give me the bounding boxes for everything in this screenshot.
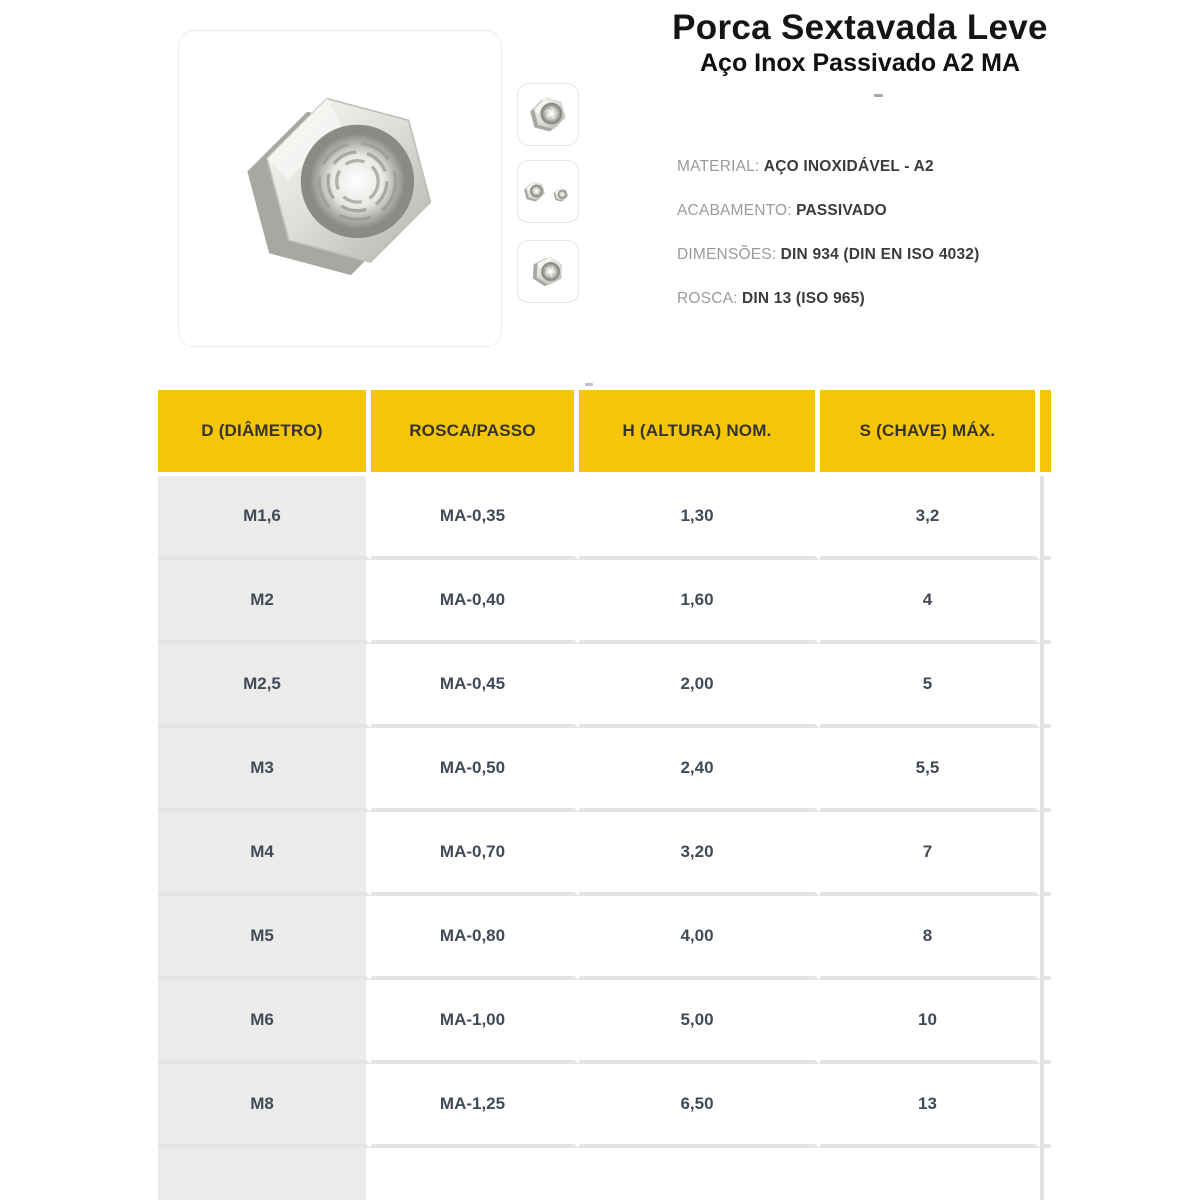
cutoff-column-cell: [1040, 980, 1051, 1064]
stray-mark: [874, 94, 883, 97]
detail-label: ACABAMENTO:: [677, 202, 792, 219]
cell-diameter: M3: [158, 728, 371, 812]
table-row: [158, 728, 1051, 812]
table-cell: MA-0,50: [371, 728, 579, 812]
detail-value: PASSIVADO: [796, 202, 887, 219]
table-cell: 4,00: [579, 896, 820, 980]
table-cell: 5,5: [820, 728, 1040, 812]
cutoff-column-cell: [1040, 728, 1051, 812]
table-row: [158, 644, 1051, 728]
cutoff-column-cell: [1040, 896, 1051, 980]
table-cell: 2,00: [579, 644, 820, 728]
table-row: [158, 980, 1051, 1064]
detail-finish: [677, 202, 979, 220]
page-title: Porca Sextavada Leve: [672, 8, 1048, 47]
table-cell: 1,60: [579, 560, 820, 644]
column-header-cutoff: [1040, 390, 1051, 476]
cutoff-column-cell: [1040, 644, 1051, 728]
table-row: [158, 476, 1051, 560]
table-cell: MA-0,40: [371, 560, 579, 644]
detail-label: DIMENSÕES:: [677, 246, 777, 263]
cell-diameter: M6: [158, 980, 371, 1064]
hex-nut-top-icon: [528, 249, 568, 295]
table-row: [158, 560, 1051, 644]
cutoff-column-cell: [1040, 560, 1051, 644]
table-cell: 10: [820, 980, 1040, 1064]
table-cell: MA-0,70: [371, 812, 579, 896]
table-row: [158, 896, 1051, 980]
table-cell: [820, 1148, 1040, 1200]
cell-diameter: M2,5: [158, 644, 371, 728]
cutoff-column-cell: [1040, 1064, 1051, 1148]
detail-value: AÇO INOXIDÁVEL - A2: [763, 158, 934, 175]
table-cell: 13: [820, 1064, 1040, 1148]
cutoff-column-cell: [1040, 1148, 1051, 1200]
column-header-diameter: D (DIÂMETRO): [158, 390, 371, 476]
column-header-height: H (ALTURA) NOM.: [579, 390, 820, 476]
table-cell: 3,2: [820, 476, 1040, 560]
hex-nut-photo: [220, 80, 460, 298]
cell-diameter: M8: [158, 1064, 371, 1148]
cutoff-column-cell: [1040, 812, 1051, 896]
cell-diameter: M1,6: [158, 476, 371, 560]
stray-mark: [585, 383, 593, 386]
detail-dimensions: [677, 246, 979, 264]
table-row: [158, 1064, 1051, 1148]
page-subtitle: Aço Inox Passivado A2 MA: [700, 49, 1020, 77]
detail-value: DIN 934 (DIN EN ISO 4032): [780, 246, 980, 263]
table-cell: MA-0,45: [371, 644, 579, 728]
cutoff-column-cell: [1040, 476, 1051, 560]
cell-diameter: [158, 1148, 371, 1200]
product-main-image[interactable]: [178, 30, 502, 347]
table-cell: MA-0,35: [371, 476, 579, 560]
cell-diameter: M2: [158, 560, 371, 644]
table-row-cutoff: [158, 1148, 1051, 1200]
spec-table: [158, 390, 1051, 1200]
detail-label: ROSCA:: [677, 290, 738, 307]
hex-nut-pair-icon: [521, 175, 575, 209]
cell-diameter: M4: [158, 812, 371, 896]
table-cell: 1,30: [579, 476, 820, 560]
table-cell: 5: [820, 644, 1040, 728]
table-cell: [579, 1148, 820, 1200]
detail-label: MATERIAL:: [677, 158, 760, 175]
spec-table-header-row: [158, 390, 1051, 476]
product-info: [612, 8, 1108, 78]
table-cell: 5,00: [579, 980, 820, 1064]
hex-nut-thumb-icon: [525, 94, 571, 136]
table-cell: MA-0,80: [371, 896, 579, 980]
table-cell: 6,50: [579, 1064, 820, 1148]
cell-diameter: M5: [158, 896, 371, 980]
table-cell: MA-1,00: [371, 980, 579, 1064]
table-row: [158, 812, 1051, 896]
detail-thread: [677, 290, 979, 308]
table-cell: MA-1,25: [371, 1064, 579, 1148]
table-cell: 2,40: [579, 728, 820, 812]
detail-value: DIN 13 (ISO 965): [741, 290, 865, 307]
table-cell: 8: [820, 896, 1040, 980]
gallery-thumbnail-pair-view[interactable]: [517, 160, 579, 223]
table-cell: [371, 1148, 579, 1200]
table-cell: 3,20: [579, 812, 820, 896]
column-header-wrench: S (CHAVE) MÁX.: [820, 390, 1040, 476]
product-details-list: [677, 158, 979, 334]
column-header-thread-pitch: ROSCA/PASSO: [371, 390, 579, 476]
detail-material: [677, 158, 979, 176]
gallery-thumbnail-front-view[interactable]: [517, 83, 579, 146]
table-cell: 7: [820, 812, 1040, 896]
table-cell: 4: [820, 560, 1040, 644]
gallery-thumbnail-top-view[interactable]: [517, 240, 579, 303]
